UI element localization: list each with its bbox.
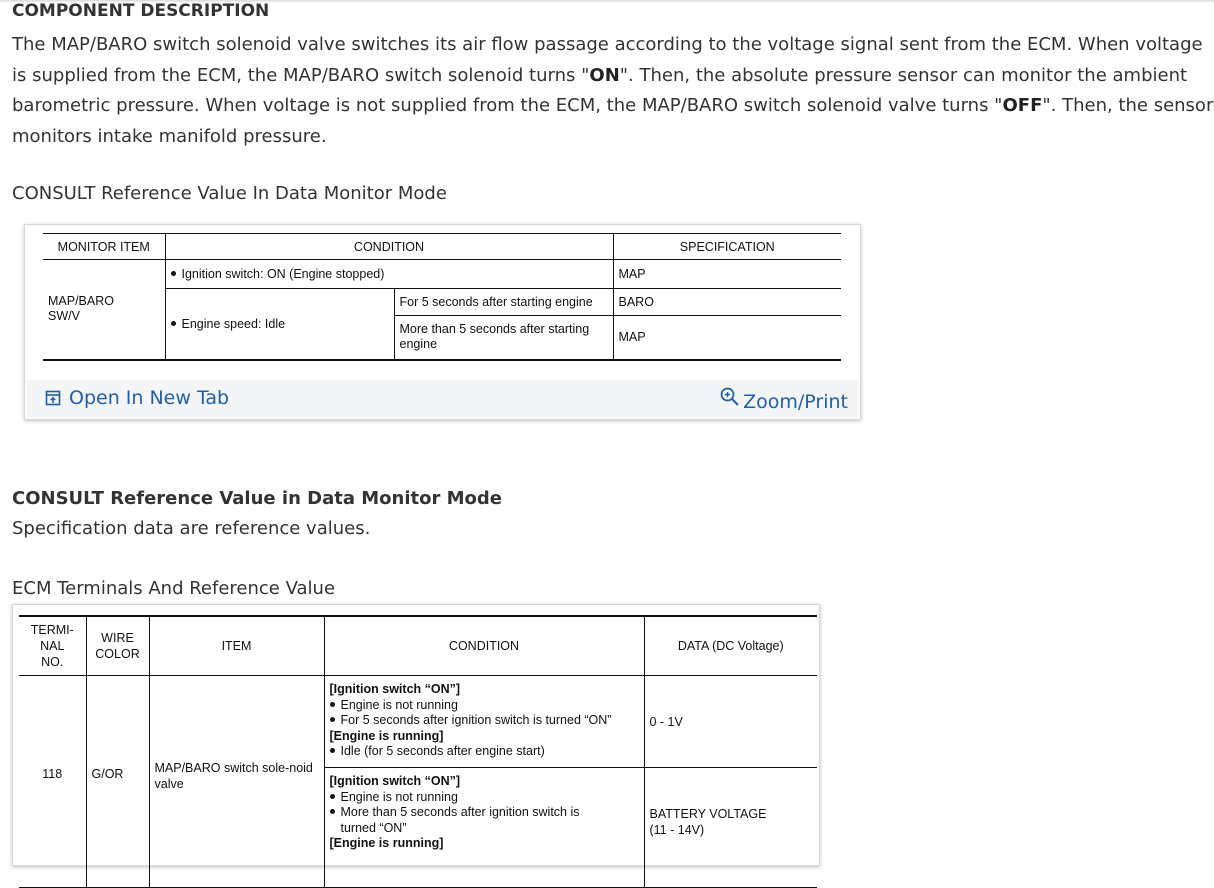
cond1-line-1: Engine is not running [330,698,639,714]
th-wire-color: WIRE COLOR [86,616,149,676]
th-terminal-no: TERMI-NAL NO. [19,616,86,676]
cond2-line-1: Engine is not running [330,790,639,806]
wire-color: G/OR [86,676,149,888]
cond-engine-cell: Engine speed: Idle [165,289,394,360]
cond2-heading-2: [Engine is running] [329,836,444,850]
terminal-number: 118 [19,676,86,888]
sub-condition-1: For 5 seconds after starting engine [394,289,613,316]
cond-ignition-cell: Ignition switch: ON (Engine stopped) [165,260,613,289]
data-cell-1: 0 - 1V [644,676,817,768]
open-in-new-tab-icon [45,390,61,406]
consult-section-subtext: Specification data are reference values. [12,518,371,539]
component-description-heading: COMPONENT DESCRIPTION [12,1,270,21]
cond1-heading-1: [Ignition switch “ON”] [329,682,461,696]
component-description-text: The MAP/BARO switch solenoid valve switches its air flow passage according to the voltage signal sent from the ECM. When voltage is supplied from the ECM, the MAP/BARO switch solenoid turns "ON". Then, the absolute pressure sensor can monitor the ambient barometric pressure. When voltage is not supplied from the ECM, the MAP/BARO switch solenoid valve turns "OFF". Then, the sensor monitors intake manifold pressure. [12,34,1214,147]
spec-cell-1: MAP [613,260,841,289]
sub-condition-2: More than 5 seconds after starting engine [394,316,613,360]
th-item: ITEM [149,616,324,676]
th-specification: SPECIFICATION [613,234,841,260]
data-cell-2: BATTERY VOLTAGE (11 - 14V) [644,768,817,888]
monitor-item-cell: MAP/BARO SW/V [43,260,165,360]
cond1-line-3: Idle (for 5 seconds after engine start) [330,744,639,760]
spec-cell-2: BARO [613,289,841,316]
open-in-new-tab-link[interactable]: Open In New Tab [45,387,229,409]
cond1-line-2: For 5 seconds after ignition switch is turned “ON” [330,713,639,729]
spec-cell-3: MAP [613,316,841,360]
condition-cell-2 [324,768,644,888]
th-condition: CONDITION [165,234,613,260]
item-description: MAP/BARO switch sole-noid valve [149,676,324,888]
cond2-line-2: More than 5 seconds after ignition switch is turned “ON” [330,805,639,836]
zoom-print-link[interactable]: Zoom/Print [720,387,848,413]
th-monitor-item: MONITOR ITEM [43,234,165,260]
consult-section-heading: CONSULT Reference Value in Data Monitor Mode [12,488,502,509]
figure2-caption: ECM Terminals And Reference Value [12,578,336,599]
figure1-caption: CONSULT Reference Value In Data Monitor Mode [12,183,447,204]
zoom-icon [720,387,740,407]
th-condition: CONDITION [324,616,644,676]
figure2-box [12,604,820,866]
figure1-box [24,224,861,420]
consult-reference-table [43,233,841,361]
condition-cell-1 [324,676,644,768]
th-data: DATA (DC Voltage) [644,616,817,676]
cond1-heading-2: [Engine is running] [329,728,444,743]
figure1-toolbar [27,380,858,417]
cond2-heading-1: [Ignition switch “ON”] [329,774,461,788]
ecm-terminals-table [19,615,817,888]
